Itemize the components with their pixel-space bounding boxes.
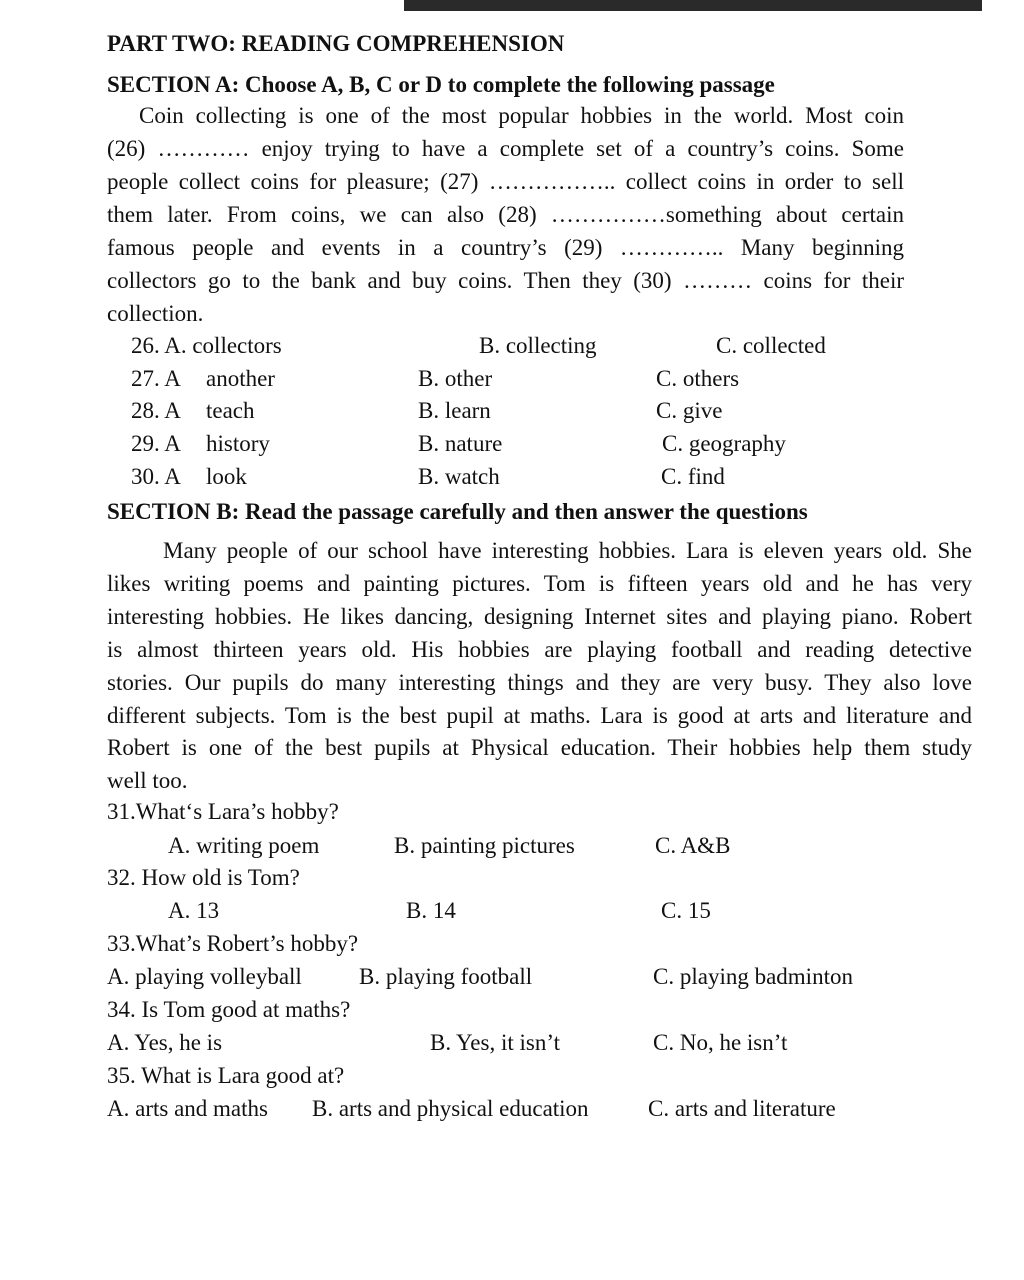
passage-line: them later. From coins, we can also (28) ……………something about certain [107,202,904,227]
option-c: C. collected [716,333,826,358]
passage-line: Many people of our school have interesting hobbies. Lara is eleven years old. She [163,538,972,563]
option-a: another [206,366,275,391]
passage-line: famous people and events in a country’s (29) ………….. Many beginning [107,235,904,260]
question-number: 26. A. collectors [131,333,282,358]
section-b-heading: SECTION B: Read the passage carefully and then answer the questions [107,499,808,524]
passage-line: Robert is one of the best pupils at Physical education. Their hobbies help them study [107,735,972,760]
passage-line: stories. Our pupils do many interesting things and they are very busy. They also love [107,670,972,695]
question-number: 28. A [131,398,181,423]
question-text: 33.What’s Robert’s hobby? [107,931,359,956]
passage-line: likes writing poems and painting pictures. Tom is fifteen years old and he has very [107,571,972,596]
question-number: 27. A [131,366,181,391]
option-c: C. geography [662,431,786,456]
part-title: PART TWO: READING COMPREHENSION [107,31,565,56]
section-a-heading: SECTION A: Choose A, B, C or D to complete the following passage [107,72,775,97]
top-dark-bar [404,0,982,11]
option-b: B. nature [418,431,503,456]
option-a: teach [206,398,255,423]
option-b: B. playing football [359,964,533,989]
passage-line: people collect coins for pleasure; (27) …………….. collect coins in order to sell [107,169,904,194]
option-c: C. give [656,398,723,423]
option-b: B. painting pictures [394,833,575,858]
option-c: C. others [656,366,740,391]
passage-line: different subjects. Tom is the best pupil at maths. Lara is good at arts and literature and [107,703,972,728]
option-c: C. arts and literature [648,1096,836,1121]
option-b: B. watch [418,464,500,489]
option-b: B. other [418,366,493,391]
passage-line: is almost thirteen years old. His hobbies are playing football and reading detective [107,637,972,662]
option-b: B. arts and physical education [312,1096,589,1121]
passage-line: collection. [107,301,204,326]
option-b: B. learn [418,398,491,423]
option-c: C. playing badminton [653,964,853,989]
question-number: 29. A [131,431,181,456]
option-a: history [206,431,270,456]
question-text: 32. How old is Tom? [107,865,300,890]
question-text: 34. Is Tom good at maths? [107,997,351,1022]
option-c: C. A&B [655,833,731,858]
question-text: 31.What‘s Lara’s hobby? [107,799,339,824]
option-c: C. find [661,464,725,489]
passage-line: Coin collecting is one of the most popular hobbies in the world. Most coin [139,103,904,128]
option-b: B. collecting [479,333,597,358]
option-a: A. 13 [168,898,220,923]
option-a: look [206,464,247,489]
question-number: 30. A [131,464,181,489]
question-text: 35. What is Lara good at? [107,1063,345,1088]
option-b: B. 14 [406,898,456,923]
passage-line: interesting hobbies. He likes dancing, designing Internet sites and playing piano. Robert [107,604,972,629]
passage-line: well too. [107,768,188,793]
option-a: A. arts and maths [107,1096,268,1121]
option-c: C. No, he isn’t [653,1030,788,1055]
option-c: C. 15 [661,898,711,923]
option-a: A. writing poem [168,833,320,858]
option-a: A. playing volleyball [107,964,302,989]
option-a: A. Yes, he is [107,1030,223,1055]
option-b: B. Yes, it isn’t [430,1030,560,1055]
passage-line: collectors go to the bank and buy coins. Then they (30) ……… coins for their [107,268,904,293]
passage-line: (26) ………… enjoy trying to have a complete set of a country’s coins. Some [107,136,904,161]
